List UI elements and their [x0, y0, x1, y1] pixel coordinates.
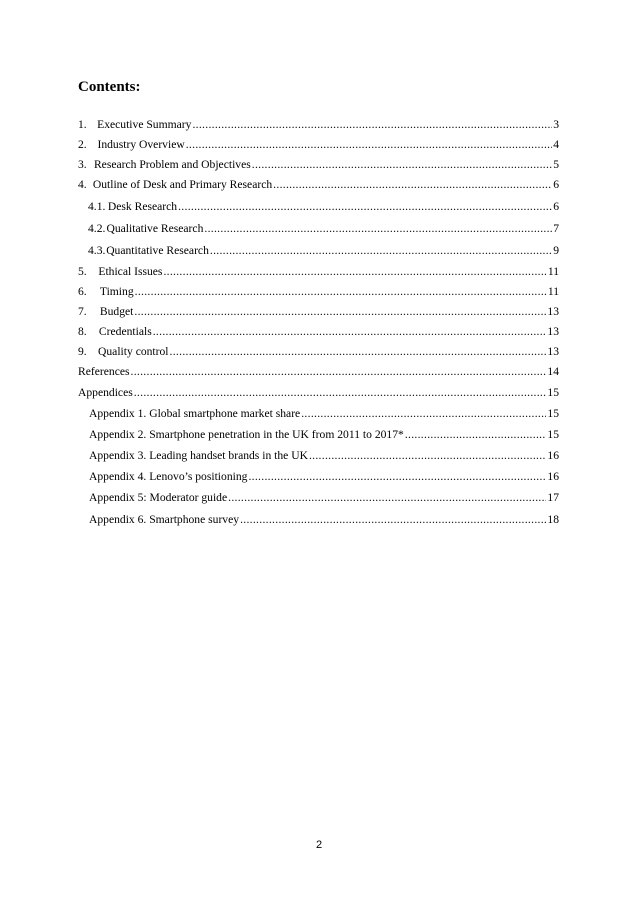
toc-dot-leader	[186, 138, 552, 151]
toc-entry[interactable]	[78, 200, 559, 213]
toc-dot-leader	[170, 345, 547, 358]
toc-entry-page: 7	[553, 222, 559, 235]
toc-entry[interactable]	[78, 470, 559, 483]
toc-entry-number: 8.	[78, 325, 87, 338]
toc-entry-title: Appendix 3. Leading handset brands in the UK	[89, 449, 308, 462]
toc-entry[interactable]	[78, 305, 559, 318]
toc-dot-leader	[252, 158, 552, 171]
toc-entry-number: 4.3.	[88, 244, 106, 257]
toc-entry-number: 6.	[78, 285, 87, 298]
toc-entry[interactable]	[78, 386, 559, 399]
toc-dot-leader	[204, 222, 552, 235]
toc-entry-page: 4	[553, 138, 559, 151]
toc-entry[interactable]	[78, 407, 559, 420]
toc-entry[interactable]	[78, 449, 559, 462]
toc-entry[interactable]	[78, 178, 559, 191]
toc-entry-title: Research Problem and Objectives	[93, 158, 251, 171]
toc-entry-title: Industry Overview	[97, 138, 185, 151]
toc-entry-title: References	[78, 365, 130, 378]
toc-entry-number: 1.	[78, 118, 87, 131]
toc-entry[interactable]	[78, 491, 559, 504]
toc-entry[interactable]	[78, 265, 559, 278]
toc-entry-page: 18	[547, 513, 559, 526]
toc-dot-leader	[192, 118, 552, 131]
toc-entry[interactable]	[78, 158, 559, 171]
toc-entry[interactable]	[78, 365, 559, 378]
toc-dot-leader	[248, 470, 546, 483]
toc-dot-leader	[273, 178, 552, 191]
toc-entry-page: 3	[553, 118, 559, 131]
toc-entry-page: 16	[547, 449, 559, 462]
toc-dot-leader	[240, 513, 546, 526]
toc-entry-page: 17	[547, 491, 559, 504]
toc-entry-page: 6	[553, 178, 559, 191]
toc-dot-leader	[163, 265, 546, 278]
toc-entry[interactable]	[78, 325, 559, 338]
toc-dot-leader	[134, 386, 547, 399]
toc-dot-leader	[405, 428, 547, 441]
toc-entry-page: 6	[553, 200, 559, 213]
toc-entry-title: Desk Research	[107, 200, 178, 213]
toc-entry-number: 9.	[78, 345, 87, 358]
toc-entry[interactable]	[78, 345, 559, 358]
toc-dot-leader	[228, 491, 546, 504]
toc-entry-number: 7.	[78, 305, 87, 318]
toc-entry-title: Ethical Issues	[98, 265, 163, 278]
toc-entry-title: Executive Summary	[97, 118, 192, 131]
toc-dot-leader	[210, 244, 552, 257]
toc-entry-page: 5	[553, 158, 559, 171]
toc-entry-number: 3.	[78, 158, 87, 171]
toc-entry[interactable]	[78, 428, 559, 441]
toc-entry-title: Quantitative Research	[106, 244, 209, 257]
contents-heading: Contents:	[78, 79, 141, 95]
toc-entry-page: 9	[553, 244, 559, 257]
toc-entry-page: 15	[547, 428, 559, 441]
toc-entry-page: 13	[547, 345, 559, 358]
toc-entry[interactable]	[78, 244, 559, 257]
toc-dot-leader	[301, 407, 546, 420]
toc-entry[interactable]	[78, 138, 559, 151]
toc-entry-title: Appendices	[78, 386, 133, 399]
toc-entry-title: Outline of Desk and Primary Research	[92, 178, 273, 191]
toc-entry-title: Qualitative Research	[106, 222, 204, 235]
toc-entry-page: 13	[547, 305, 559, 318]
toc-entry-page: 11	[547, 265, 559, 278]
toc-dot-leader	[135, 285, 547, 298]
toc-entry-number: 5.	[78, 265, 87, 278]
toc-entry-title: Credentials	[98, 325, 152, 338]
toc-dot-leader	[309, 449, 546, 462]
toc-entry-number: 4.2.	[88, 222, 106, 235]
toc-entry-title: Appendix 1. Global smartphone market share	[89, 407, 301, 420]
toc-entry-number: 4.1.	[88, 200, 106, 213]
toc-entry[interactable]	[78, 222, 559, 235]
toc-entry-number: 2.	[78, 138, 87, 151]
toc-dot-leader	[134, 305, 546, 318]
toc-entry[interactable]	[78, 285, 559, 298]
toc-entry[interactable]	[78, 118, 559, 131]
toc-entry-title: Appendix 5: Moderator guide	[89, 491, 228, 504]
toc-entry-page: 11	[547, 285, 559, 298]
toc-entry-number: 4.	[78, 178, 87, 191]
toc-dot-leader	[131, 365, 547, 378]
toc-entry-title: Quality control	[98, 345, 169, 358]
toc-dot-leader	[178, 200, 552, 213]
toc-entry[interactable]	[78, 513, 559, 526]
toc-entry-page: 14	[547, 365, 559, 378]
toc-entry-title: Appendix 2. Smartphone penetration in the UK from 2011 to 2017*	[89, 428, 404, 441]
toc-entry-title: Appendix 6. Smartphone survey	[89, 513, 240, 526]
toc-dot-leader	[153, 325, 547, 338]
toc-entry-title: Budget	[99, 305, 134, 318]
toc-entry-page: 15	[547, 407, 559, 420]
toc-entry-page: 13	[547, 325, 559, 338]
toc-entry-page: 16	[547, 470, 559, 483]
toc-entry-page: 15	[547, 386, 559, 399]
toc-entry-title: Appendix 4. Lenovo’s positioning	[89, 470, 248, 483]
page-number: 2	[315, 839, 323, 851]
toc-entry-title: Timing	[99, 285, 134, 298]
